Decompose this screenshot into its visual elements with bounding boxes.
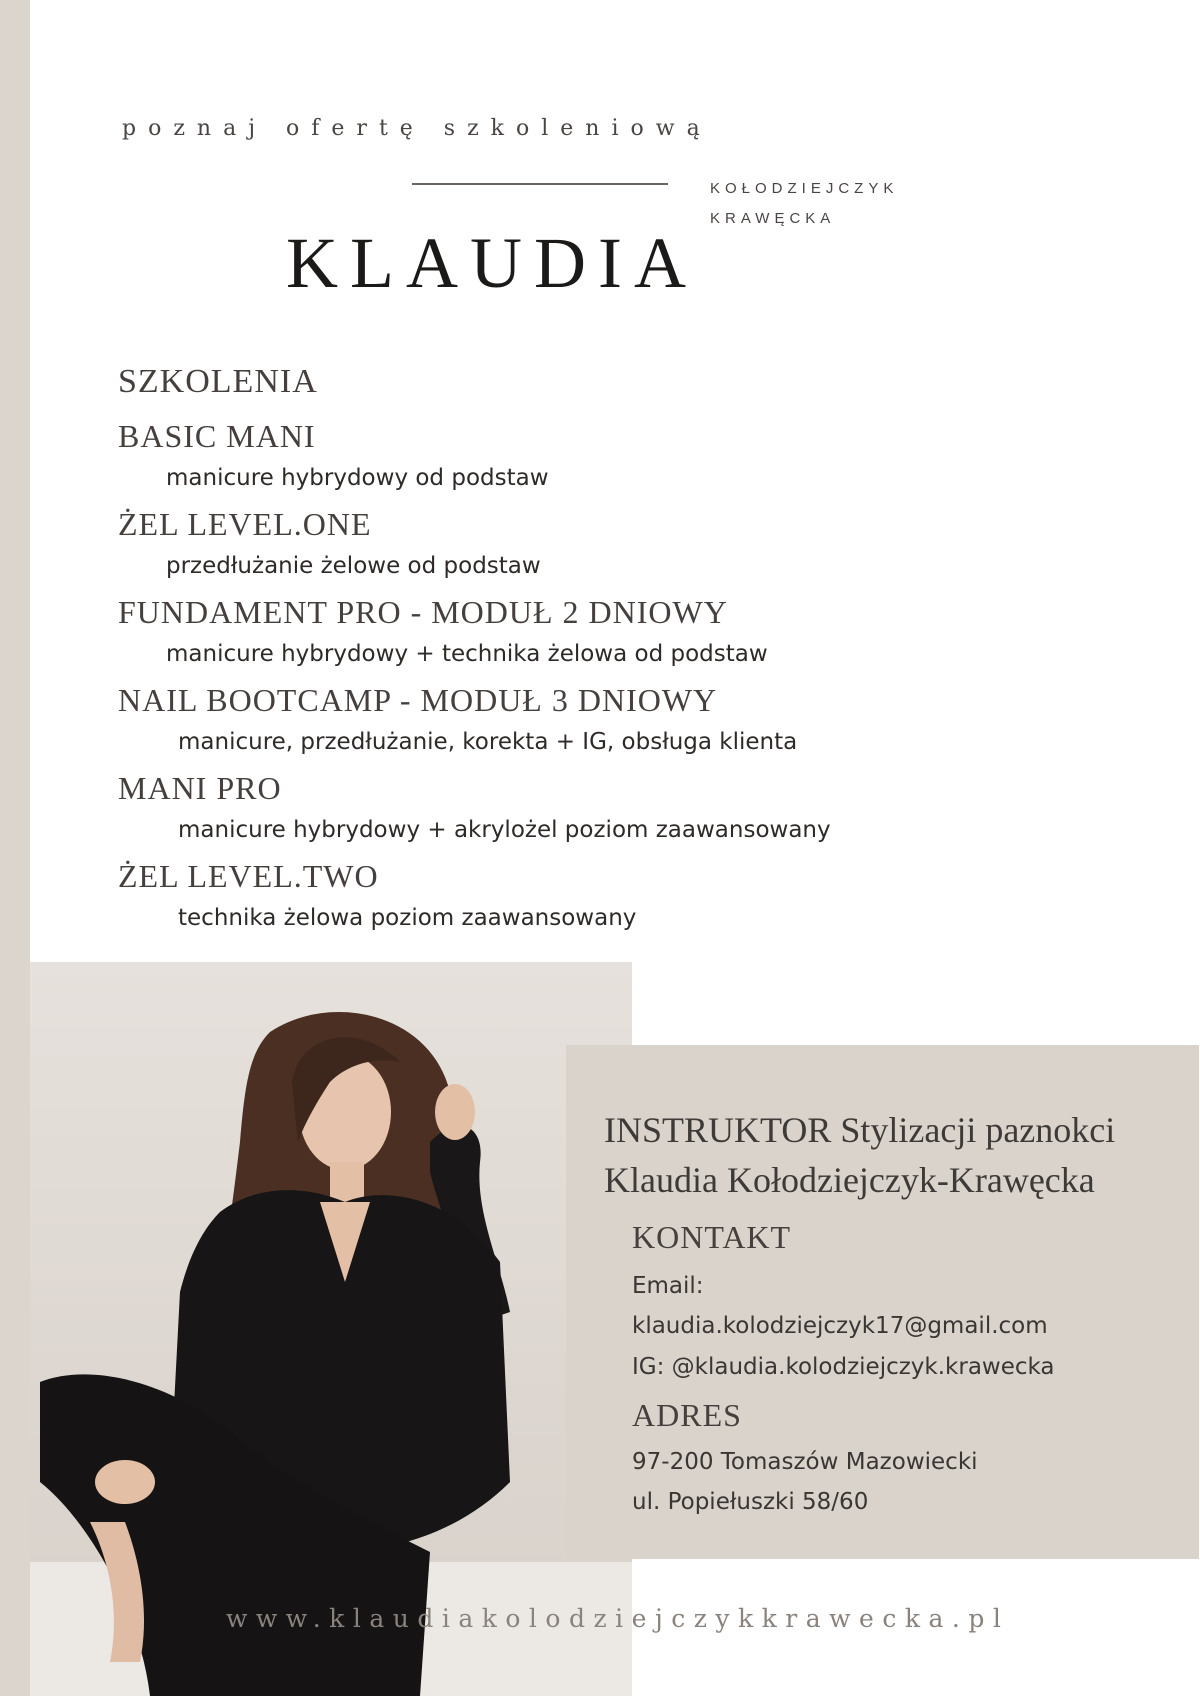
- course-description: manicure hybrydowy + technika żelowa od podstaw: [166, 641, 768, 667]
- email-label: Email:: [632, 1273, 704, 1299]
- course-title: NAIL BOOTCAMP - MODUŁ 3 DNIOWY: [118, 682, 718, 718]
- contact-heading: KONTAKT: [632, 1219, 792, 1255]
- instructor-info-box: [566, 1045, 1199, 1559]
- instructor-name: Klaudia Kołodziejczyk-Krawęcka: [604, 1160, 1095, 1200]
- course-title: BASIC MANI: [118, 418, 316, 454]
- instructor-role: INSTRUKTOR Stylizacji paznokci: [604, 1110, 1116, 1150]
- course-description: technika żelowa poziom zaawansowany: [178, 905, 637, 931]
- instagram-link[interactable]: IG: @klaudia.kolodziejczyk.krawecka: [632, 1354, 1055, 1380]
- address-line-2: ul. Popiełuszki 58/60: [632, 1489, 869, 1515]
- course-title: FUNDAMENT PRO - MODUŁ 2 DNIOWY: [118, 594, 728, 630]
- surname-block: [710, 174, 898, 234]
- instructor-photo: [30, 962, 632, 1696]
- surname-line-2: KRAWĘCKA: [710, 210, 836, 227]
- course-title: ŻEL LEVEL.TWO: [118, 858, 379, 894]
- course-description: manicure, przedłużanie, korekta + IG, obsługa klienta: [178, 729, 798, 755]
- address-line-1: 97-200 Tomaszów Mazowiecki: [632, 1449, 978, 1475]
- first-name-title: KLAUDIA: [286, 223, 698, 303]
- email-link[interactable]: klaudia.kolodziejczyk17@gmail.com: [632, 1313, 1048, 1339]
- course-description: manicure hybrydowy od podstaw: [166, 465, 549, 491]
- tagline: poznaj ofertę szkoleniową: [122, 116, 712, 141]
- course-title: ŻEL LEVEL.ONE: [118, 506, 372, 542]
- instructor-portrait-illustration: [30, 962, 632, 1696]
- address-heading: ADRES: [632, 1397, 742, 1433]
- course-description: manicure hybrydowy + akrylożel poziom zaawansowany: [178, 817, 831, 843]
- courses-heading: SZKOLENIA: [118, 363, 318, 400]
- courses-section: [118, 360, 1018, 942]
- surname-line-1: KOŁODZIEJCZYK: [710, 180, 899, 197]
- instructor-title: [604, 1105, 1115, 1205]
- website-link[interactable]: www.klaudiakolodziejczykkrawecka.pl: [226, 1604, 1010, 1633]
- left-decorative-strip: [0, 0, 30, 1696]
- course-description: przedłużanie żelowe od podstaw: [166, 553, 541, 579]
- course-title: MANI PRO: [118, 770, 282, 806]
- header-divider: [412, 183, 668, 185]
